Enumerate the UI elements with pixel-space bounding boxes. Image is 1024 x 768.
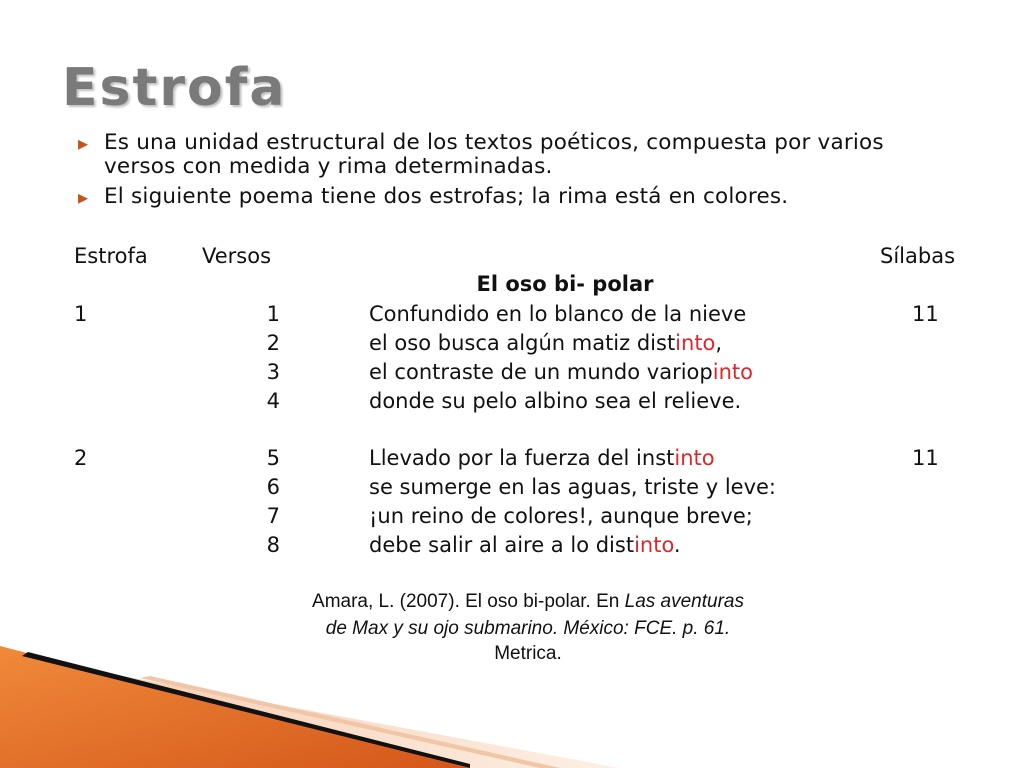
verse-number: 6: [266, 475, 280, 499]
decorative-corner-graphic: [0, 638, 620, 768]
citation-line-2: de Max y su ojo submarino. México: FCE. p. 61.: [325, 618, 731, 639]
verse-text: el contraste de un mundo variopinto: [369, 360, 753, 384]
verse-text: ¡un reino de colores!, aunque breve;: [369, 504, 753, 528]
intro-paragraph-1: Es una unidad estructural de los textos poéticos, compuesta por varios versos con medida y rima determinadas.: [104, 130, 884, 179]
verse-text: donde su pelo albino sea el relieve.: [369, 389, 742, 413]
header-estrofa: Estrofa: [74, 244, 148, 268]
slide-title: Estrofa: [62, 58, 287, 118]
verse-number: 7: [266, 504, 280, 528]
verse-number: 3: [266, 360, 280, 384]
verse-text: debe salir al aire a lo distinto.: [369, 533, 681, 557]
intro-paragraph-2: El siguiente poema tiene dos estrofas; la rima está en colores.: [104, 184, 789, 209]
rhyme-highlight: into: [634, 533, 674, 557]
stanza-number-2: 2: [74, 446, 88, 470]
triangle-bullet-icon: ▸: [78, 131, 89, 155]
verse-text: el oso busca algún matiz distinto,: [369, 331, 723, 355]
stanza-number-1: 1: [74, 302, 88, 326]
triangle-bullet-icon: ▸: [78, 185, 89, 209]
rhyme-highlight: into: [712, 360, 753, 384]
poem-title: El oso bi- polar: [476, 272, 654, 296]
stanza-syllables-2: 11: [912, 446, 939, 470]
rhyme-highlight: into: [674, 446, 715, 470]
verse-text: Llevado por la fuerza del instinto: [369, 446, 715, 470]
citation-source: Metrica.: [494, 643, 562, 664]
rhyme-highlight: into: [675, 331, 716, 355]
header-silabas: Sílabas: [880, 244, 956, 268]
citation-line-1: Amara, L. (2007). El oso bi-polar. En Las aventuras: [312, 591, 744, 612]
verse-number: 5: [266, 446, 280, 470]
verse-text: se sumerge en las aguas, triste y leve:: [369, 475, 776, 499]
header-versos: Versos: [202, 244, 272, 268]
verse-text: Confundido en lo blanco de la nieve: [369, 302, 747, 326]
verse-number: 1: [266, 302, 280, 326]
verse-number: 4: [266, 389, 280, 413]
stanza-syllables-1: 11: [912, 302, 939, 326]
verse-number: 2: [266, 331, 280, 355]
verse-number: 8: [266, 533, 280, 557]
